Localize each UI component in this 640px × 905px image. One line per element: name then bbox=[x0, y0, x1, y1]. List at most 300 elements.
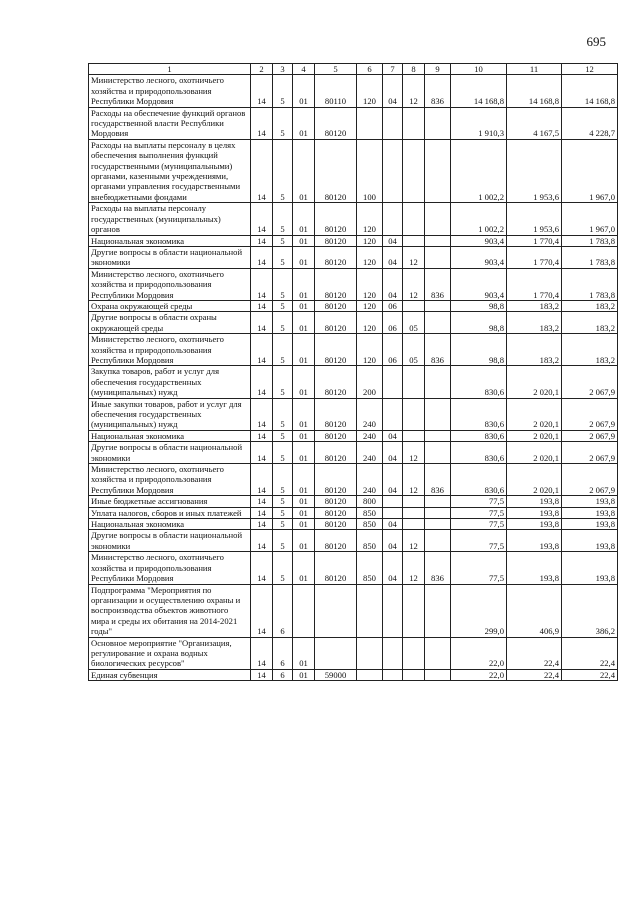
col8-cell bbox=[403, 398, 425, 430]
col2-cell: 14 bbox=[251, 637, 273, 669]
table-row bbox=[89, 107, 618, 139]
col9-cell bbox=[425, 312, 451, 334]
amount-col11-cell: 22,4 bbox=[507, 669, 562, 680]
col3-cell: 6 bbox=[273, 637, 293, 669]
table-row bbox=[89, 312, 618, 334]
amount-col12-cell: 2 067,9 bbox=[562, 398, 618, 430]
col8-cell: 12 bbox=[403, 268, 425, 300]
amount-col11-cell: 4 167,5 bbox=[507, 107, 562, 139]
col5-cell: 80120 bbox=[315, 334, 357, 366]
amount-col12-cell: 22,4 bbox=[562, 669, 618, 680]
col4-cell: 01 bbox=[293, 496, 315, 507]
amount-col12-cell: 2 067,9 bbox=[562, 430, 618, 441]
row-name-cell: Расходы на обеспечение функций органов государственной власти Республики Мордовия bbox=[89, 107, 251, 139]
col2-cell: 14 bbox=[251, 519, 273, 530]
col4-cell: 01 bbox=[293, 530, 315, 552]
col4-cell: 01 bbox=[293, 107, 315, 139]
amount-col11-cell: 183,2 bbox=[507, 334, 562, 366]
column-header: 9 bbox=[425, 64, 451, 75]
amount-col10-cell: 98,8 bbox=[451, 334, 507, 366]
col6-cell: 120 bbox=[357, 203, 383, 235]
row-name-cell: Уплата налогов, сборов и иных платежей bbox=[89, 507, 251, 518]
col6-cell: 120 bbox=[357, 312, 383, 334]
col7-cell: 04 bbox=[383, 75, 403, 107]
amount-col12-cell: 1 783,8 bbox=[562, 235, 618, 246]
amount-col12-cell: 193,8 bbox=[562, 519, 618, 530]
col4-cell: 01 bbox=[293, 334, 315, 366]
col5-cell: 80120 bbox=[315, 312, 357, 334]
col3-cell: 5 bbox=[273, 300, 293, 311]
col9-cell bbox=[425, 530, 451, 552]
col4-cell: 01 bbox=[293, 235, 315, 246]
amount-col12-cell: 14 168,8 bbox=[562, 75, 618, 107]
col9-cell bbox=[425, 107, 451, 139]
col5-cell: 80120 bbox=[315, 235, 357, 246]
col4-cell: 01 bbox=[293, 75, 315, 107]
col2-cell: 14 bbox=[251, 430, 273, 441]
col4-cell: 01 bbox=[293, 464, 315, 496]
col6-cell bbox=[357, 584, 383, 637]
col4-cell: 01 bbox=[293, 203, 315, 235]
col6-cell: 800 bbox=[357, 496, 383, 507]
amount-col11-cell: 193,8 bbox=[507, 519, 562, 530]
col6-cell: 120 bbox=[357, 235, 383, 246]
column-header: 5 bbox=[315, 64, 357, 75]
col6-cell: 240 bbox=[357, 398, 383, 430]
col8-cell: 05 bbox=[403, 312, 425, 334]
amount-col10-cell: 830,6 bbox=[451, 464, 507, 496]
col2-cell: 14 bbox=[251, 312, 273, 334]
col3-cell: 5 bbox=[273, 75, 293, 107]
amount-col11-cell: 193,8 bbox=[507, 507, 562, 518]
col2-cell: 14 bbox=[251, 366, 273, 398]
amount-col12-cell: 1 967,0 bbox=[562, 203, 618, 235]
col6-cell: 850 bbox=[357, 519, 383, 530]
col3-cell: 5 bbox=[273, 235, 293, 246]
amount-col12-cell: 183,2 bbox=[562, 312, 618, 334]
amount-col10-cell: 98,8 bbox=[451, 300, 507, 311]
col9-cell: 836 bbox=[425, 75, 451, 107]
col6-cell: 120 bbox=[357, 246, 383, 268]
row-name-cell: Закупка товаров, работ и услуг для обеспечения государственных (муниципальных) нужд bbox=[89, 366, 251, 398]
col7-cell: 06 bbox=[383, 334, 403, 366]
table-header-row bbox=[89, 64, 618, 75]
budget-table bbox=[88, 63, 618, 681]
col5-cell bbox=[315, 637, 357, 669]
amount-col11-cell: 2 020,1 bbox=[507, 430, 562, 441]
col9-cell bbox=[425, 430, 451, 441]
table-row bbox=[89, 334, 618, 366]
col6-cell: 240 bbox=[357, 442, 383, 464]
amount-col10-cell: 22,0 bbox=[451, 669, 507, 680]
col6-cell: 850 bbox=[357, 530, 383, 552]
col8-cell bbox=[403, 139, 425, 202]
row-name-cell: Национальная экономика bbox=[89, 519, 251, 530]
col8-cell: 12 bbox=[403, 552, 425, 584]
row-name-cell: Другие вопросы в области национальной экономики bbox=[89, 442, 251, 464]
col5-cell: 80120 bbox=[315, 300, 357, 311]
col7-cell bbox=[383, 507, 403, 518]
column-header: 3 bbox=[273, 64, 293, 75]
amount-col10-cell: 830,6 bbox=[451, 442, 507, 464]
col6-cell: 120 bbox=[357, 268, 383, 300]
col6-cell: 240 bbox=[357, 430, 383, 441]
amount-col11-cell: 183,2 bbox=[507, 300, 562, 311]
amount-col10-cell: 14 168,8 bbox=[451, 75, 507, 107]
table-row bbox=[89, 366, 618, 398]
col2-cell: 14 bbox=[251, 203, 273, 235]
col2-cell: 14 bbox=[251, 334, 273, 366]
amount-col12-cell: 4 228,7 bbox=[562, 107, 618, 139]
col8-cell bbox=[403, 300, 425, 311]
col8-cell: 12 bbox=[403, 464, 425, 496]
col6-cell bbox=[357, 107, 383, 139]
col7-cell bbox=[383, 139, 403, 202]
col8-cell bbox=[403, 637, 425, 669]
col4-cell: 01 bbox=[293, 398, 315, 430]
col2-cell: 14 bbox=[251, 584, 273, 637]
row-name-cell: Иные закупки товаров, работ и услуг для обеспечения государственных (муниципальных) нужд bbox=[89, 398, 251, 430]
col6-cell: 120 bbox=[357, 334, 383, 366]
table-row bbox=[89, 519, 618, 530]
row-name-cell: Иные бюджетные ассигнования bbox=[89, 496, 251, 507]
col3-cell: 5 bbox=[273, 246, 293, 268]
col2-cell: 14 bbox=[251, 442, 273, 464]
row-name-cell: Национальная экономика bbox=[89, 430, 251, 441]
column-header: 8 bbox=[403, 64, 425, 75]
col9-cell: 836 bbox=[425, 464, 451, 496]
amount-col10-cell: 1 002,2 bbox=[451, 203, 507, 235]
col3-cell: 5 bbox=[273, 139, 293, 202]
table-row bbox=[89, 203, 618, 235]
col4-cell: 01 bbox=[293, 312, 315, 334]
col3-cell: 5 bbox=[273, 552, 293, 584]
row-name-cell: Подпрограмма "Мероприятия по организации и осуществлению охраны и воспроизводства объектов животного мира и среды их обитания на 2014-2021 годы" bbox=[89, 584, 251, 637]
col3-cell: 5 bbox=[273, 268, 293, 300]
col3-cell: 5 bbox=[273, 334, 293, 366]
col7-cell bbox=[383, 366, 403, 398]
amount-col12-cell: 193,8 bbox=[562, 530, 618, 552]
table-row bbox=[89, 246, 618, 268]
column-header: 4 bbox=[293, 64, 315, 75]
col3-cell: 5 bbox=[273, 312, 293, 334]
col8-cell: 12 bbox=[403, 530, 425, 552]
col6-cell: 850 bbox=[357, 552, 383, 584]
col3-cell: 6 bbox=[273, 669, 293, 680]
col8-cell: 12 bbox=[403, 442, 425, 464]
table-row bbox=[89, 300, 618, 311]
page-number: 695 bbox=[586, 34, 606, 49]
col5-cell: 80120 bbox=[315, 519, 357, 530]
col7-cell bbox=[383, 398, 403, 430]
row-name-cell: Охрана окружающей среды bbox=[89, 300, 251, 311]
col3-cell: 5 bbox=[273, 519, 293, 530]
col5-cell: 59000 bbox=[315, 669, 357, 680]
amount-col10-cell: 77,5 bbox=[451, 552, 507, 584]
table-row bbox=[89, 398, 618, 430]
table-row bbox=[89, 530, 618, 552]
column-header: 7 bbox=[383, 64, 403, 75]
col7-cell: 04 bbox=[383, 430, 403, 441]
amount-col12-cell: 1 967,0 bbox=[562, 139, 618, 202]
col2-cell: 14 bbox=[251, 464, 273, 496]
col3-cell: 5 bbox=[273, 496, 293, 507]
col9-cell bbox=[425, 507, 451, 518]
col2-cell: 14 bbox=[251, 235, 273, 246]
col5-cell: 80120 bbox=[315, 203, 357, 235]
col7-cell: 04 bbox=[383, 552, 403, 584]
col6-cell: 120 bbox=[357, 300, 383, 311]
col8-cell bbox=[403, 366, 425, 398]
col5-cell: 80120 bbox=[315, 139, 357, 202]
col8-cell: 12 bbox=[403, 246, 425, 268]
col9-cell bbox=[425, 584, 451, 637]
col5-cell: 80120 bbox=[315, 464, 357, 496]
amount-col12-cell: 193,8 bbox=[562, 496, 618, 507]
col7-cell: 04 bbox=[383, 268, 403, 300]
column-header: 6 bbox=[357, 64, 383, 75]
col9-cell bbox=[425, 366, 451, 398]
amount-col11-cell: 1 953,6 bbox=[507, 203, 562, 235]
amount-col11-cell: 193,8 bbox=[507, 496, 562, 507]
table-row bbox=[89, 75, 618, 107]
col3-cell: 5 bbox=[273, 398, 293, 430]
column-header: 12 bbox=[562, 64, 618, 75]
col2-cell: 14 bbox=[251, 300, 273, 311]
row-name-cell: Единая субвенция bbox=[89, 669, 251, 680]
col8-cell bbox=[403, 235, 425, 246]
table-row bbox=[89, 442, 618, 464]
amount-col11-cell: 193,8 bbox=[507, 552, 562, 584]
table-row bbox=[89, 430, 618, 441]
col8-cell bbox=[403, 430, 425, 441]
table-row bbox=[89, 464, 618, 496]
row-name-cell: Основное мероприятие "Организация, регулирование и охрана водных биологических ресурсов" bbox=[89, 637, 251, 669]
col5-cell: 80120 bbox=[315, 246, 357, 268]
col6-cell: 200 bbox=[357, 366, 383, 398]
col4-cell: 01 bbox=[293, 507, 315, 518]
col5-cell: 80120 bbox=[315, 552, 357, 584]
col5-cell bbox=[315, 584, 357, 637]
amount-col10-cell: 1 910,3 bbox=[451, 107, 507, 139]
col2-cell: 14 bbox=[251, 398, 273, 430]
col3-cell: 5 bbox=[273, 203, 293, 235]
row-name-cell: Министерство лесного, охотничьего хозяйства и природопользования Республики Мордовия bbox=[89, 552, 251, 584]
table-row bbox=[89, 584, 618, 637]
col9-cell bbox=[425, 398, 451, 430]
amount-col11-cell: 1 770,4 bbox=[507, 246, 562, 268]
col6-cell: 850 bbox=[357, 507, 383, 518]
amount-col10-cell: 830,6 bbox=[451, 398, 507, 430]
col5-cell: 80120 bbox=[315, 107, 357, 139]
col7-cell: 04 bbox=[383, 530, 403, 552]
amount-col12-cell: 193,8 bbox=[562, 507, 618, 518]
col5-cell: 80120 bbox=[315, 366, 357, 398]
amount-col10-cell: 903,4 bbox=[451, 235, 507, 246]
col4-cell bbox=[293, 584, 315, 637]
amount-col10-cell: 830,6 bbox=[451, 430, 507, 441]
col2-cell: 14 bbox=[251, 552, 273, 584]
col9-cell bbox=[425, 235, 451, 246]
col5-cell: 80120 bbox=[315, 442, 357, 464]
row-name-cell: Министерство лесного, охотничьего хозяйства и природопользования Республики Мордовия bbox=[89, 464, 251, 496]
col7-cell: 04 bbox=[383, 442, 403, 464]
col8-cell bbox=[403, 584, 425, 637]
col2-cell: 14 bbox=[251, 268, 273, 300]
table-row bbox=[89, 139, 618, 202]
col7-cell bbox=[383, 584, 403, 637]
amount-col12-cell: 1 783,8 bbox=[562, 268, 618, 300]
col7-cell: 04 bbox=[383, 246, 403, 268]
table-row bbox=[89, 496, 618, 507]
amount-col11-cell: 193,8 bbox=[507, 530, 562, 552]
amount-col10-cell: 299,0 bbox=[451, 584, 507, 637]
col2-cell: 14 bbox=[251, 107, 273, 139]
table-row bbox=[89, 637, 618, 669]
col2-cell: 14 bbox=[251, 139, 273, 202]
col9-cell bbox=[425, 637, 451, 669]
amount-col12-cell: 2 067,9 bbox=[562, 464, 618, 496]
table-row bbox=[89, 235, 618, 246]
col8-cell bbox=[403, 507, 425, 518]
col2-cell: 14 bbox=[251, 507, 273, 518]
amount-col10-cell: 77,5 bbox=[451, 519, 507, 530]
amount-col12-cell: 1 783,8 bbox=[562, 246, 618, 268]
amount-col10-cell: 1 002,2 bbox=[451, 139, 507, 202]
col6-cell: 100 bbox=[357, 139, 383, 202]
col7-cell bbox=[383, 107, 403, 139]
amount-col11-cell: 2 020,1 bbox=[507, 464, 562, 496]
row-name-cell: Министерство лесного, охотничьего хозяйства и природопользования Республики Мордовия bbox=[89, 75, 251, 107]
col4-cell: 01 bbox=[293, 366, 315, 398]
col7-cell: 06 bbox=[383, 312, 403, 334]
amount-col11-cell: 183,2 bbox=[507, 312, 562, 334]
col3-cell: 5 bbox=[273, 366, 293, 398]
col2-cell: 14 bbox=[251, 246, 273, 268]
col4-cell: 01 bbox=[293, 637, 315, 669]
col4-cell: 01 bbox=[293, 300, 315, 311]
table-row bbox=[89, 669, 618, 680]
column-header: 11 bbox=[507, 64, 562, 75]
col5-cell: 80120 bbox=[315, 530, 357, 552]
amount-col12-cell: 386,2 bbox=[562, 584, 618, 637]
row-name-cell: Другие вопросы в области национальной экономики bbox=[89, 246, 251, 268]
col6-cell: 120 bbox=[357, 75, 383, 107]
table-row bbox=[89, 552, 618, 584]
col4-cell: 01 bbox=[293, 246, 315, 268]
col4-cell: 01 bbox=[293, 519, 315, 530]
col2-cell: 14 bbox=[251, 75, 273, 107]
col3-cell: 5 bbox=[273, 530, 293, 552]
amount-col11-cell: 14 168,8 bbox=[507, 75, 562, 107]
col9-cell bbox=[425, 519, 451, 530]
col9-cell bbox=[425, 300, 451, 311]
column-header: 2 bbox=[251, 64, 273, 75]
col4-cell: 01 bbox=[293, 430, 315, 441]
col5-cell: 80120 bbox=[315, 507, 357, 518]
col2-cell: 14 bbox=[251, 496, 273, 507]
amount-col12-cell: 193,8 bbox=[562, 552, 618, 584]
col3-cell: 5 bbox=[273, 107, 293, 139]
col7-cell: 04 bbox=[383, 519, 403, 530]
col7-cell bbox=[383, 669, 403, 680]
col8-cell bbox=[403, 669, 425, 680]
amount-col11-cell: 22,4 bbox=[507, 637, 562, 669]
col2-cell: 14 bbox=[251, 530, 273, 552]
col9-cell bbox=[425, 496, 451, 507]
col7-cell bbox=[383, 496, 403, 507]
amount-col10-cell: 903,4 bbox=[451, 246, 507, 268]
col4-cell: 01 bbox=[293, 669, 315, 680]
row-name-cell: Национальная экономика bbox=[89, 235, 251, 246]
col9-cell bbox=[425, 203, 451, 235]
col4-cell: 01 bbox=[293, 268, 315, 300]
amount-col12-cell: 22,4 bbox=[562, 637, 618, 669]
col5-cell: 80120 bbox=[315, 430, 357, 441]
col9-cell: 836 bbox=[425, 268, 451, 300]
col7-cell: 04 bbox=[383, 235, 403, 246]
amount-col11-cell: 1 770,4 bbox=[507, 268, 562, 300]
row-name-cell: Министерство лесного, охотничьего хозяйства и природопользования Республики Мордовия bbox=[89, 268, 251, 300]
amount-col11-cell: 2 020,1 bbox=[507, 366, 562, 398]
row-name-cell: Другие вопросы в области охраны окружающей среды bbox=[89, 312, 251, 334]
col5-cell: 80110 bbox=[315, 75, 357, 107]
col3-cell: 6 bbox=[273, 584, 293, 637]
col5-cell: 80120 bbox=[315, 398, 357, 430]
amount-col12-cell: 183,2 bbox=[562, 334, 618, 366]
col7-cell: 04 bbox=[383, 464, 403, 496]
col3-cell: 5 bbox=[273, 430, 293, 441]
amount-col10-cell: 830,6 bbox=[451, 366, 507, 398]
col8-cell bbox=[403, 496, 425, 507]
amount-col10-cell: 77,5 bbox=[451, 530, 507, 552]
table-row bbox=[89, 268, 618, 300]
col2-cell: 14 bbox=[251, 669, 273, 680]
col8-cell bbox=[403, 203, 425, 235]
col3-cell: 5 bbox=[273, 464, 293, 496]
col7-cell bbox=[383, 203, 403, 235]
column-header: 1 bbox=[89, 64, 251, 75]
col8-cell: 12 bbox=[403, 75, 425, 107]
col9-cell bbox=[425, 246, 451, 268]
amount-col11-cell: 406,9 bbox=[507, 584, 562, 637]
col8-cell bbox=[403, 107, 425, 139]
amount-col10-cell: 77,5 bbox=[451, 507, 507, 518]
row-name-cell: Расходы на выплаты персоналу государственных (муниципальных) органов bbox=[89, 203, 251, 235]
amount-col10-cell: 903,4 bbox=[451, 268, 507, 300]
col9-cell: 836 bbox=[425, 552, 451, 584]
col9-cell: 836 bbox=[425, 334, 451, 366]
col8-cell: 05 bbox=[403, 334, 425, 366]
col9-cell bbox=[425, 442, 451, 464]
col4-cell: 01 bbox=[293, 552, 315, 584]
amount-col11-cell: 2 020,1 bbox=[507, 398, 562, 430]
col7-cell: 06 bbox=[383, 300, 403, 311]
amount-col10-cell: 22,0 bbox=[451, 637, 507, 669]
amount-col12-cell: 183,2 bbox=[562, 300, 618, 311]
amount-col12-cell: 2 067,9 bbox=[562, 366, 618, 398]
row-name-cell: Другие вопросы в области национальной экономики bbox=[89, 530, 251, 552]
amount-col11-cell: 1 953,6 bbox=[507, 139, 562, 202]
col9-cell bbox=[425, 669, 451, 680]
col6-cell bbox=[357, 669, 383, 680]
col4-cell: 01 bbox=[293, 139, 315, 202]
amount-col10-cell: 77,5 bbox=[451, 496, 507, 507]
col6-cell: 240 bbox=[357, 464, 383, 496]
col6-cell bbox=[357, 637, 383, 669]
amount-col10-cell: 98,8 bbox=[451, 312, 507, 334]
col4-cell: 01 bbox=[293, 442, 315, 464]
